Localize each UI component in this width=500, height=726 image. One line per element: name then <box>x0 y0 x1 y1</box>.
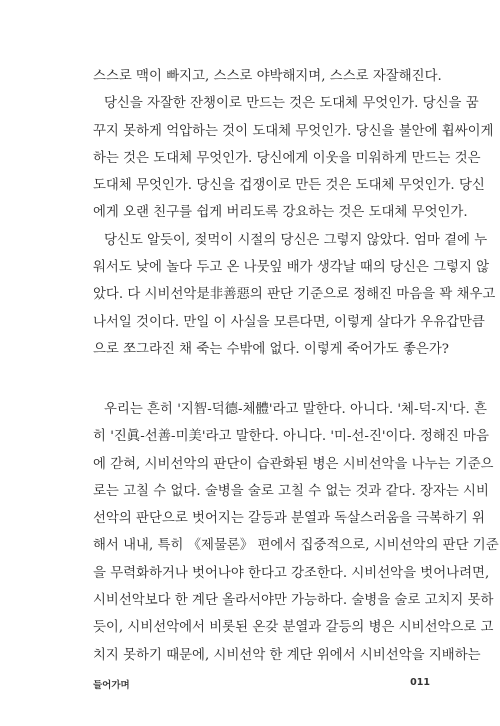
page-number: 011 <box>410 677 430 688</box>
text-line: 치지 못하기 때문에, 시비선악 한 계단 위에서 시비선악을 지배하는 <box>93 647 481 663</box>
text-line: 당신도 알듯이, 젖먹이 시절의 당신은 그렇지 않았다. 엄마 곁에 누 <box>104 232 488 248</box>
text-line: 로는 고칠 수 없다. 술병을 술로 고칠 수 없는 것과 같다. 장자는 시비 <box>93 483 489 499</box>
text-line: 꾸지 못하게 억압하는 것이 도대체 무엇인가. 당신을 불안에 휩싸이게 <box>93 123 494 139</box>
text-line: 았다. 다 시비선악是非善惡의 판단 기준으로 정해진 마음을 꽉 채우고 <box>93 287 496 303</box>
text-line: 에게 오랜 친구를 쉽게 버리도록 강요하는 것은 도대체 무엇인가. <box>93 205 468 221</box>
running-footer-title: 들어가며 <box>93 680 130 691</box>
text-line: 으로 쪼그라진 채 죽는 수밖에 없다. 이렇게 죽어가도 좋은가? <box>93 341 449 357</box>
text-line: 우리는 흔히 '지智-덕德-체體'라고 말한다. 아니다. '체-덕-지'다. 흔 <box>104 402 487 417</box>
text-line: 시비선악보다 한 계단 올라서야만 가능하다. 술병을 술로 고치지 못하 <box>93 593 494 609</box>
text-line: 하는 것은 도대체 무엇인가. 당신에게 이웃을 미워하게 만드는 것은 <box>93 150 481 166</box>
body-text-section-1 <box>93 63 496 363</box>
text-line: 히 '진眞-선善-미美'라고 말한다. 아니다. '미-선-진'이다. 정해진 마음 <box>93 429 489 445</box>
text-line: 해서 내내, 특히 《제물론》 편에서 집중적으로, 시비선악의 판단 기준 <box>93 538 499 554</box>
text-line: 워서도 낮에 놀다 두고 온 나뭇잎 배가 생각날 때의 당신은 그렇지 않 <box>93 260 490 276</box>
body-text-section-2 <box>93 396 499 669</box>
text-line: 듯이, 시비선악에서 비롯된 온갖 분열과 갈등의 병은 시비선악으로 고 <box>93 620 494 636</box>
text-line: 선악의 판단으로 벗어지는 갈등과 분열과 독살스러움을 극복하기 위 <box>93 511 485 527</box>
text-line: 도대체 무엇인가. 당신을 겁쟁이로 만든 것은 도대체 무엇인가. 당신 <box>93 178 485 194</box>
text-line: 당신을 자잘한 잔챙이로 만드는 것은 도대체 무엇인가. 당신을 꿈 <box>104 96 479 112</box>
text-line: 에 갇혀, 시비선악의 판단이 습관화된 병은 시비선악을 나누는 기준으 <box>93 456 494 472</box>
text-line: 스스로 맥이 빠지고, 스스로 야박해지며, 스스로 자잘해진다. <box>93 69 442 84</box>
text-line: 을 무력화하거나 벗어나야 한다고 강조한다. 시비선악을 벗어나려면, <box>93 565 490 581</box>
text-line: 나서일 것이다. 만일 이 사실을 모른다면, 이렇게 살다가 우유갑만큼 <box>93 314 485 330</box>
